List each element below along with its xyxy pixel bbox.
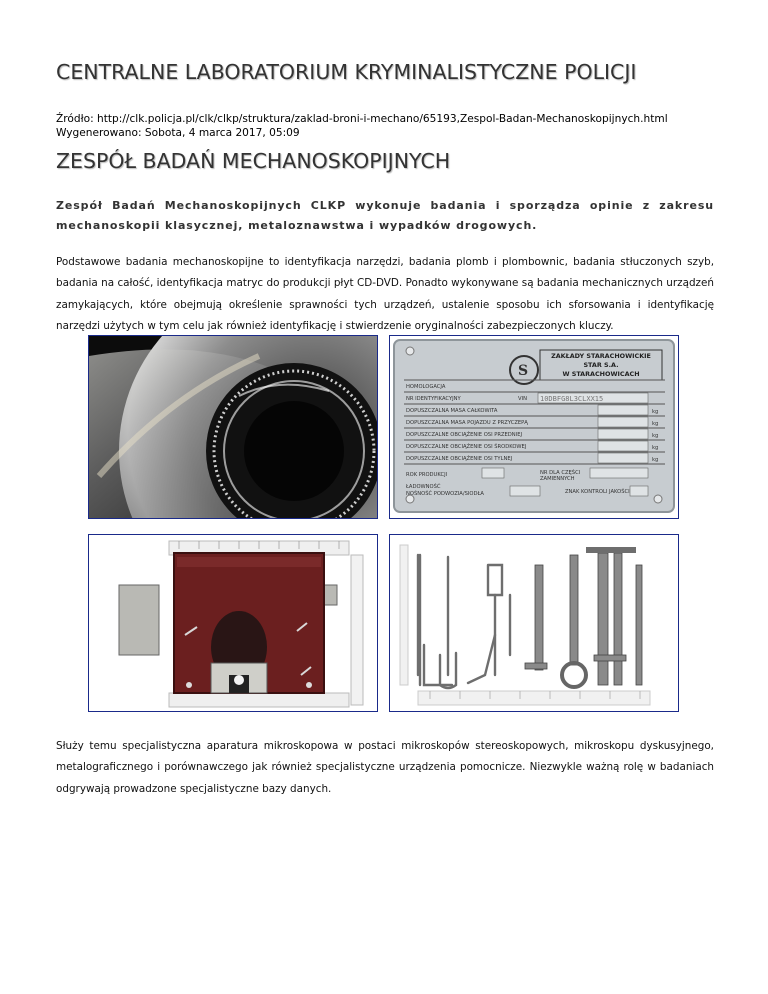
lock-mechanism-photo [88, 534, 378, 712]
article-title: ZESPÓŁ BADAŃ MECHANOSKOPIJNYCH [56, 149, 451, 173]
plate-row-4: DOPUSZCZALNE OBCIĄŻENIE OSI PRZEDNIEJ [406, 432, 523, 438]
plate-footer-parts-1: NR DLA CZĘŚCI [540, 470, 581, 476]
plate-footer-chassis: NOŚNOŚĆ PODWOZIA/SIODŁA [406, 491, 484, 497]
body-paragraph-2: Służy temu specjalistyczna aparatura mikroskopowa w postaci mikroskopów stereoskopowych, mikroskopu dyskusyjnego, metalograficznego i porównawczego jak również specjalistyczne urządzenia pomocnicze. Niezwykle ważną rolę w badaniach odgrywają prowadzone specjalistyczne bazy danych. [56, 740, 714, 795]
plate-vin-label: VIN [518, 396, 527, 402]
lead-paragraph: Zespół Badań Mechanoskopijnych CLKP wykonuje badania i sporządza opinie z zakresu mechanoskopii klasycznej, metaloznawstwa i wypadków drogowych. [56, 199, 714, 232]
plate-unit: kg [652, 445, 659, 451]
cd-disc-photo [88, 335, 378, 519]
plate-vin-stamp: 10DBFG8L3CLXX15 [540, 395, 604, 403]
plate-unit: kg [652, 457, 659, 463]
plate-row-6: DOPUSZCZALNE OBCIĄŻENIE OSI TYLNEJ [406, 456, 513, 462]
plate-row-3: DOPUSZCZALNA MASA POJAZDU Z PRZYCZEPĄ [406, 420, 528, 426]
plate-footer-year: ROK PRODUKCJI [406, 472, 448, 478]
document-meta [56, 112, 668, 140]
organization-title: CENTRALNE LABORATORIUM KRYMINALISTYCZNE POLICJI [56, 60, 637, 84]
vehicle-plate-photo [389, 335, 679, 519]
plate-unit: kg [652, 433, 659, 439]
plate-unit: kg [652, 421, 659, 427]
plate-footer-parts-2: ZAMIENNYCH [540, 476, 575, 482]
plate-unit: kg [652, 409, 659, 415]
plate-footer-load: ŁADOWNOŚĆ [406, 484, 441, 490]
body-paragraph-1: Podstawowe badania mechanoskopijne to identyfikacja narzędzi, badania plomb i plombownic, badania stłuczonych szyb, badania na całość, identyfikacja matryc do produkcji płyt CD-DVD. Ponadto wykonywane są badania mechanicznych urządzeń zamykających, które obejmują określenie sprawności tych urządzeń, ustalenie sposobu ich sforsowania i identyfikację narzędzi użytych w tym celu jak również identyfikację i stwierdzenie oryginalności zabezpieczonych kluczy. [56, 256, 714, 332]
plate-company-2: STAR S.A. [583, 361, 619, 369]
plate-row-0: HOMOLOGACJA [406, 384, 446, 390]
plate-row-2: DOPUSZCZALNA MASA CAŁKOWITA [406, 408, 498, 414]
svg-text:S: S [518, 363, 529, 379]
generated-line: Wygenerowano: Sobota, 4 marca 2017, 05:09 [56, 127, 300, 139]
plate-row-5: DOPUSZCZALNE OBCIĄŻENIE OSI ŚRODKOWEJ [406, 444, 527, 450]
plate-company-3: W STARACHOWICACH [562, 370, 640, 378]
plate-footer-quality: ZNAK KONTROLI JAKOŚCI [565, 489, 630, 495]
plate-row-1: NR IDENTYFIKACYJNY [406, 396, 461, 402]
picklock-tools-photo [389, 534, 679, 712]
plate-company-1: ZAKŁADY STARACHOWICKIE [551, 352, 651, 360]
source-line: Źródło: http://clk.policja.pl/clk/clkp/struktura/zaklad-broni-i-mechano/65193,Zespol-Badan-Mechanoskopijnych.html [56, 113, 668, 125]
